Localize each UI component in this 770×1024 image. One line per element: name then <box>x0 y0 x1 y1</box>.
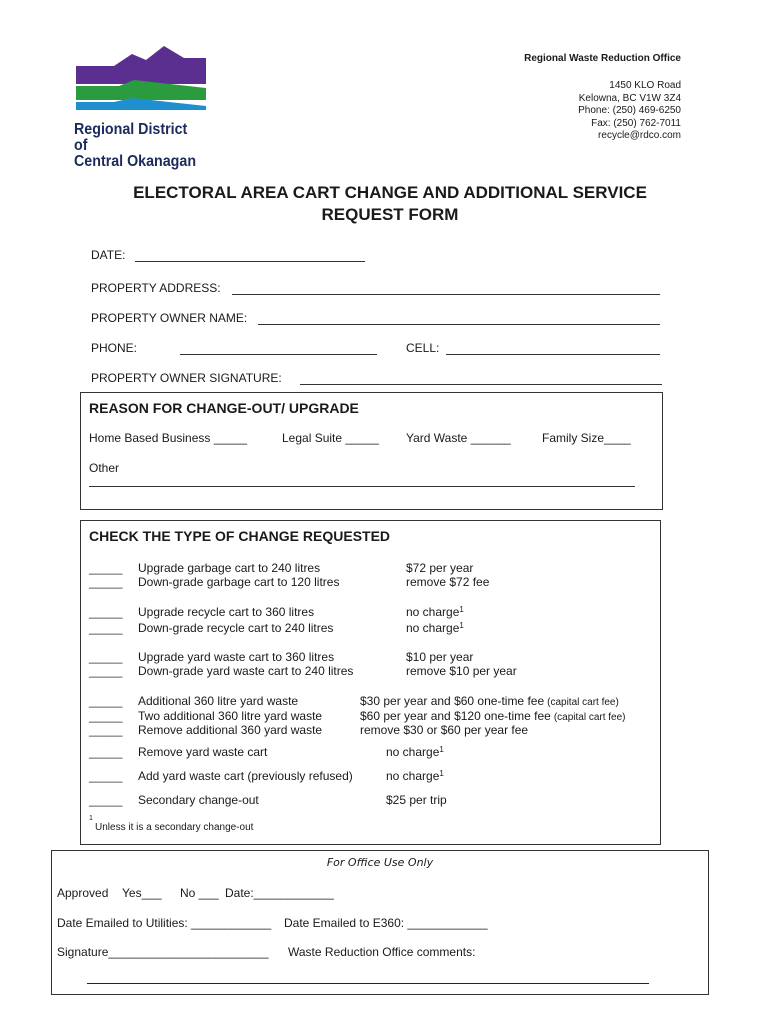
change-option-price <box>406 650 473 664</box>
change-option-label: Additional 360 litre yard waste <box>138 694 299 708</box>
change-option-price-text: no charge <box>406 621 460 635</box>
change-option-price <box>386 745 444 759</box>
change-option-label: Remove yard waste cart <box>138 745 268 759</box>
office-address-block <box>578 80 681 143</box>
change-option-price-text: remove $30 or $60 per year fee <box>360 723 529 737</box>
office-email[interactable]: recycle@rdco.com <box>598 130 681 141</box>
reason-section <box>80 392 663 510</box>
footnote-reference: 1 <box>439 745 444 754</box>
change-option-label: Down-grade garbage cart to 120 litres <box>138 575 340 589</box>
office-name: Regional Waste Reduction Office <box>524 53 681 64</box>
office-use-section <box>51 850 709 995</box>
change-checkbox-blank[interactable]: _____ <box>89 561 123 575</box>
address-field[interactable] <box>232 294 660 295</box>
owner-name-field[interactable] <box>258 324 660 325</box>
change-checkbox-blank[interactable]: _____ <box>89 575 123 589</box>
date-label: DATE: <box>91 248 126 262</box>
change-option-price <box>386 769 444 783</box>
change-option-label: Upgrade garbage cart to 240 litres <box>138 561 321 575</box>
approved-yes[interactable]: Yes___ <box>122 886 162 900</box>
change-option-price <box>406 561 473 575</box>
change-checkbox-blank[interactable]: _____ <box>89 723 123 737</box>
change-option-price-text: $30 per year and $60 one-time fee <box>360 694 545 708</box>
emailed-utilities[interactable]: Date Emailed to Utilities: ____________ <box>57 916 272 930</box>
office-fax: Fax: (250) 762-7011 <box>591 117 681 129</box>
reason-option-family-size[interactable]: Family Size____ <box>542 431 631 445</box>
cell-label: CELL: <box>406 341 440 355</box>
change-option-label: Add yard waste cart (previously refused) <box>138 769 353 783</box>
office-use-title: For Office Use Only <box>326 856 434 869</box>
price-note: (capital cart fee) <box>553 712 626 723</box>
approved-no[interactable]: No ___ <box>180 886 219 900</box>
change-checkbox-blank[interactable]: _____ <box>89 745 123 759</box>
change-option-label: Upgrade recycle cart to 360 litres <box>138 605 315 619</box>
form-title <box>60 182 720 226</box>
footnote-reference: 1 <box>459 605 464 614</box>
change-checkbox-blank[interactable]: _____ <box>89 605 123 619</box>
change-option-label: Two additional 360 litre yard waste <box>138 709 323 723</box>
change-checkbox-blank[interactable]: _____ <box>89 621 123 635</box>
change-option-price-text: $72 per year <box>406 561 474 575</box>
change-checkbox-blank[interactable]: _____ <box>89 793 123 807</box>
owner-name-label: PROPERTY OWNER NAME: <box>91 311 248 325</box>
reason-other-field[interactable] <box>89 486 635 487</box>
change-option-price-text: remove $72 fee <box>406 575 490 589</box>
office-comments-label: Waste Reduction Office comments: <box>288 945 476 959</box>
change-checkbox-blank[interactable]: _____ <box>89 769 123 783</box>
change-option-price-text: $25 per trip <box>386 793 447 807</box>
change-checkbox-blank[interactable]: _____ <box>89 709 123 723</box>
office-phone: Phone: (250) 469-6250 <box>578 105 681 116</box>
reason-option-legal-suite[interactable]: Legal Suite _____ <box>282 431 379 445</box>
signature-label: PROPERTY OWNER SIGNATURE: <box>91 371 282 385</box>
change-checkbox-blank[interactable]: _____ <box>89 664 123 678</box>
footnote-text: Unless it is a secondary change-out <box>95 822 254 833</box>
footnote-mark: 1 <box>89 815 93 822</box>
reason-option-home-business[interactable]: Home Based Business _____ <box>89 431 248 445</box>
change-option-price-text: no charge <box>406 605 460 619</box>
change-checkbox-blank[interactable]: _____ <box>89 650 123 664</box>
change-option-price <box>360 709 626 723</box>
change-checkbox-blank[interactable]: _____ <box>89 694 123 708</box>
address-label: PROPERTY ADDRESS: <box>91 281 221 295</box>
change-option-price-text: $60 per year and $120 one-time fee <box>360 709 551 723</box>
logo-purple-shape <box>76 46 206 84</box>
change-option-label: Secondary change-out <box>138 793 259 807</box>
phone-label: PHONE: <box>91 341 138 355</box>
mountain-logo-icon <box>74 44 209 116</box>
change-option-price-text: remove $10 per year <box>406 664 517 678</box>
change-option-price-text: no charge <box>386 745 440 759</box>
footnote-reference: 1 <box>439 769 444 778</box>
change-option-price-text: $10 per year <box>406 650 474 664</box>
price-note: (capital cart fee) <box>547 697 619 708</box>
reason-heading: REASON FOR CHANGE-OUT/ UPGRADE <box>89 400 359 416</box>
office-signature[interactable]: Signature________________________ <box>57 945 269 959</box>
logo-text-line1: Regional District of <box>74 121 188 154</box>
footnote-reference: 1 <box>459 621 464 630</box>
rdco-logo <box>74 44 209 170</box>
office-city: Kelowna, BC V1W 3Z4 <box>578 92 681 104</box>
approved-date[interactable]: Date:____________ <box>225 886 334 900</box>
form-title-line2: REQUEST FORM <box>321 205 459 224</box>
signature-field[interactable] <box>300 384 662 385</box>
change-option-label: Down-grade yard waste cart to 240 litres <box>138 664 354 678</box>
change-option-price <box>406 621 464 635</box>
office-street: 1450 KLO Road <box>609 80 681 91</box>
reason-option-yard-waste[interactable]: Yard Waste ______ <box>406 431 511 445</box>
change-option-price <box>406 575 489 589</box>
phone-field[interactable] <box>180 354 377 355</box>
reason-other-label: Other <box>89 461 120 475</box>
form-title-line1: ELECTORAL AREA CART CHANGE AND ADDITIONAL SERVICE <box>133 183 647 202</box>
change-option-price <box>406 664 517 678</box>
change-type-section <box>80 520 661 845</box>
date-field[interactable] <box>135 261 365 262</box>
change-option-price <box>386 793 447 807</box>
approved-label: Approved <box>57 886 109 900</box>
change-option-price <box>360 723 528 737</box>
cell-field[interactable] <box>446 354 660 355</box>
change-option-price-text: no charge <box>386 769 440 783</box>
logo-text-line2: Central Okanagan <box>74 153 197 170</box>
change-option-label: Upgrade yard waste cart to 360 litres <box>138 650 335 664</box>
change-heading: CHECK THE TYPE OF CHANGE REQUESTED <box>89 528 391 544</box>
change-option-label: Remove additional 360 yard waste <box>138 723 323 737</box>
emailed-e360[interactable]: Date Emailed to E360: ____________ <box>284 916 488 930</box>
change-option-label: Down-grade recycle cart to 240 litres <box>138 621 334 635</box>
change-option-price <box>360 694 619 708</box>
change-option-price <box>406 605 464 619</box>
office-comments-field[interactable] <box>87 983 649 984</box>
